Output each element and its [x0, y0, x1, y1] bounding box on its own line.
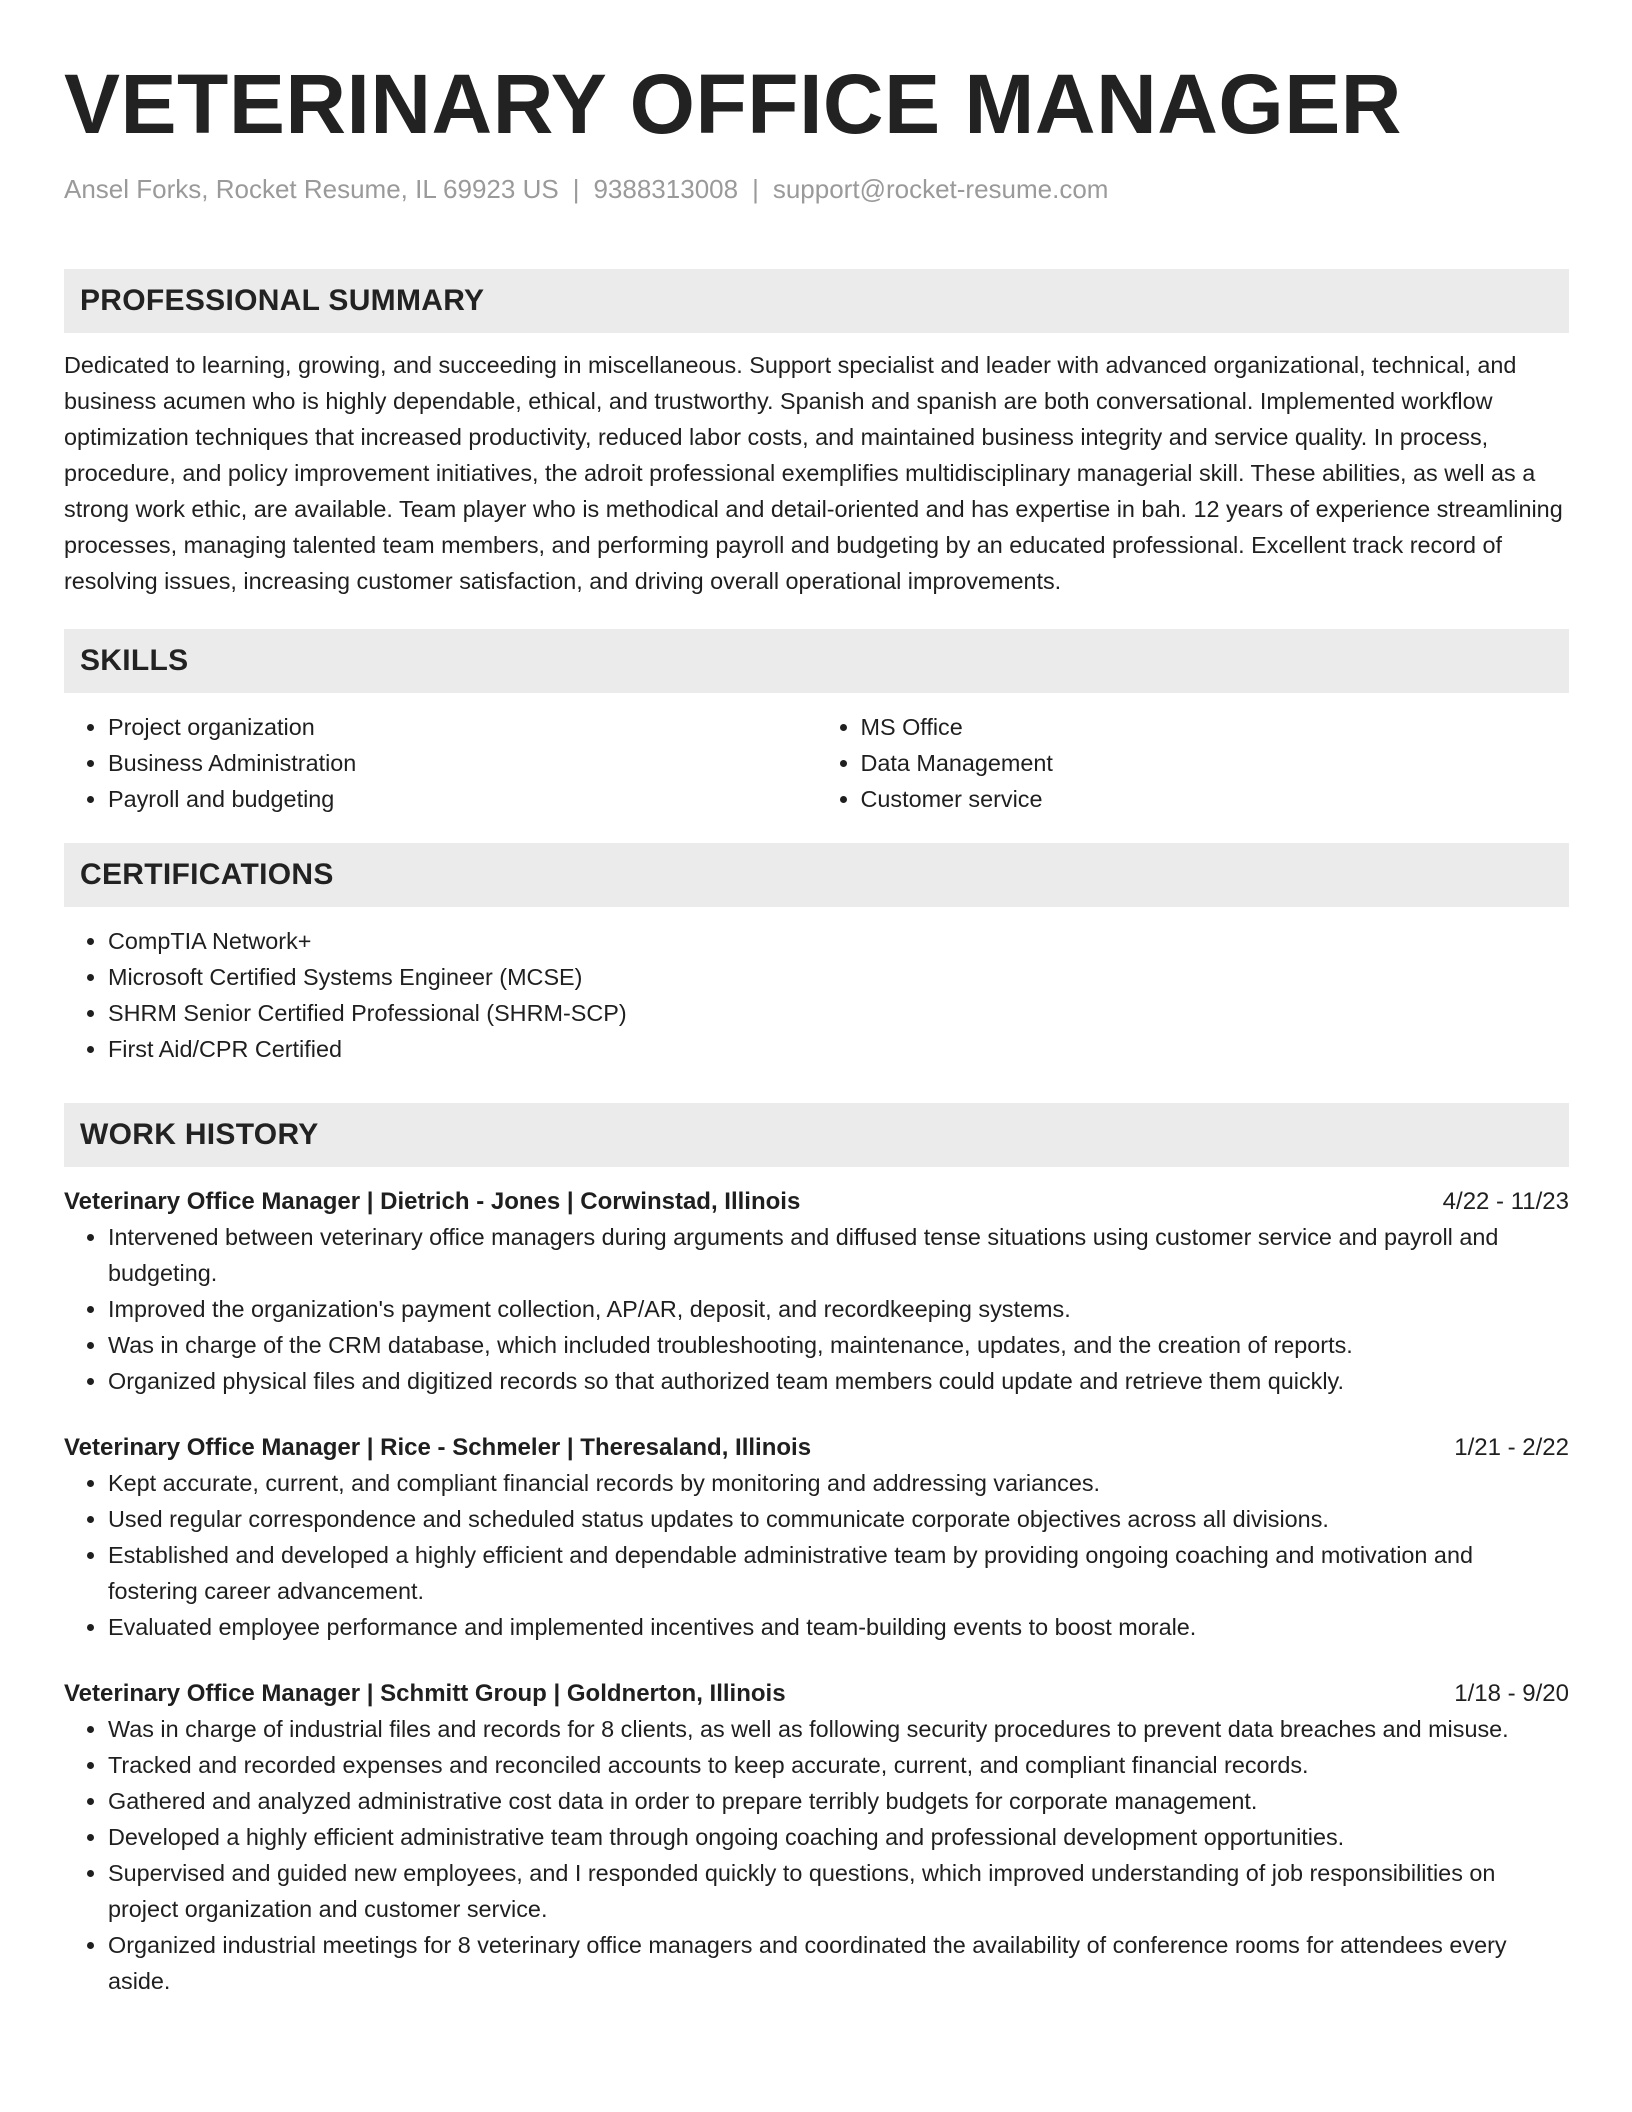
job-bullet: • Gathered and analyzed administrative cost data in order to prepare terribly budgets for corporate management.	[108, 1783, 1569, 1819]
job-dates: 1/18 - 9/20	[1454, 1680, 1569, 1707]
contact-line	[64, 174, 1569, 205]
job-dates: 4/22 - 11/23	[1442, 1188, 1569, 1215]
skills-list	[64, 709, 1569, 817]
job-title: Veterinary Office Manager | Schmitt Group | Goldnerton, Illinois	[64, 1680, 786, 1707]
contact-address: Ansel Forks, Rocket Resume, IL 69923 US	[64, 174, 559, 204]
contact-separator: |	[752, 174, 759, 204]
job-entry	[64, 1185, 1569, 1399]
certifications-bullets	[64, 923, 1569, 1067]
resume-name: VETERINARY OFFICE MANAGER	[64, 57, 1402, 151]
skill-item: • Business Administration	[108, 745, 817, 781]
job-bullets	[64, 1219, 1569, 1399]
certification-item: • SHRM Senior Certified Professional (SHRM-SCP)	[108, 995, 1569, 1031]
job-bullets	[64, 1711, 1569, 1999]
job-bullet: • Tracked and recorded expenses and reconciled accounts to keep accurate, current, and compliant financial records.	[108, 1747, 1569, 1783]
job-header	[64, 1677, 1569, 1711]
skill-item: • Project organization	[108, 709, 817, 745]
job-entry	[64, 1677, 1569, 1999]
skill-item: • Customer service	[861, 781, 1570, 817]
job-title: Veterinary Office Manager | Dietrich - Jones | Corwinstad, Illinois	[64, 1188, 801, 1215]
skills-heading: SKILLS	[64, 629, 1569, 693]
job-entry	[64, 1431, 1569, 1645]
skill-item: • Data Management	[861, 745, 1570, 781]
job-bullet: • Organized industrial meetings for 8 veterinary office managers and coordinated the availability of conference rooms for attendees every aside.	[108, 1927, 1569, 1999]
job-bullet: • Was in charge of the CRM database, which included troubleshooting, maintenance, updates, and the creation of reports.	[108, 1327, 1569, 1363]
skills-column-right	[817, 709, 1570, 817]
job-bullet: • Evaluated employee performance and implemented incentives and team-building events to boost morale.	[108, 1609, 1569, 1645]
job-bullet: • Established and developed a highly efficient and dependable administrative team by providing ongoing coaching and motivation and fostering career advancement.	[108, 1537, 1569, 1609]
job-header	[64, 1185, 1569, 1219]
contact-email: support@rocket-resume.com	[772, 174, 1109, 204]
job-bullet: • Improved the organization's payment collection, AP/AR, deposit, and recordkeeping systems.	[108, 1291, 1569, 1327]
summary-text: Dedicated to learning, growing, and succeeding in miscellaneous. Support specialist and leader with advanced organizational, technical, and business acumen who is highly dependable, ethical, and trustworthy. Spanish and spanish are both conversational. Implemented workflow optimization techniques that increased productivity, reduced labor costs, and maintained business integrity and service quality. In process, procedure, and policy improvement initiatives, the adroit professional exemplifies multidisciplinary managerial skill. These abilities, as well as a strong work ethic, are available. Team player who is methodical and detail-oriented and has expertise in bah. 12 years of experience streamlining processes, managing talented team members, and performing payroll and budgeting by an educated professional. Excellent track record of resolving issues, increasing customer satisfaction, and driving overall operational improvements.	[64, 352, 1563, 594]
certification-item: • Microsoft Certified Systems Engineer (MCSE)	[108, 959, 1569, 995]
job-header	[64, 1431, 1569, 1465]
certifications-heading: CERTIFICATIONS	[64, 843, 1569, 907]
job-bullet: • Supervised and guided new employees, and I responded quickly to questions, which improved understanding of job responsibilities on project organization and customer service.	[108, 1855, 1569, 1927]
job-bullet: • Organized physical files and digitized records so that authorized team members could update and retrieve them quickly.	[108, 1363, 1569, 1399]
contact-phone: 9388313008	[593, 174, 739, 204]
job-bullet: • Developed a highly efficient administrative team through ongoing coaching and professional development opportunities.	[108, 1819, 1569, 1855]
job-bullets	[64, 1465, 1569, 1645]
job-bullet: • Was in charge of industrial files and records for 8 clients, as well as following security procedures to prevent data breaches and misuse.	[108, 1711, 1569, 1747]
job-bullet: • Used regular correspondence and scheduled status updates to communicate corporate objectives across all divisions.	[108, 1501, 1569, 1537]
job-dates: 1/21 - 2/22	[1454, 1434, 1569, 1461]
job-bullet: • Intervened between veterinary office managers during arguments and diffused tense situations using customer service and payroll and budgeting.	[108, 1219, 1569, 1291]
contact-separator: |	[572, 174, 580, 204]
certification-item: • First Aid/CPR Certified	[108, 1031, 1569, 1067]
skills-column-left	[64, 709, 817, 817]
summary-heading: PROFESSIONAL SUMMARY	[64, 269, 1569, 333]
work-history-heading: WORK HISTORY	[64, 1103, 1569, 1167]
job-bullet: • Kept accurate, current, and compliant financial records by monitoring and addressing variances.	[108, 1465, 1569, 1501]
certifications-list	[64, 923, 1569, 1067]
job-title: Veterinary Office Manager | Rice - Schmeler | Theresaland, Illinois	[64, 1434, 812, 1461]
certification-item: • CompTIA Network+	[108, 923, 1569, 959]
skill-item: • MS Office	[861, 709, 1570, 745]
skill-item: • Payroll and budgeting	[108, 781, 817, 817]
